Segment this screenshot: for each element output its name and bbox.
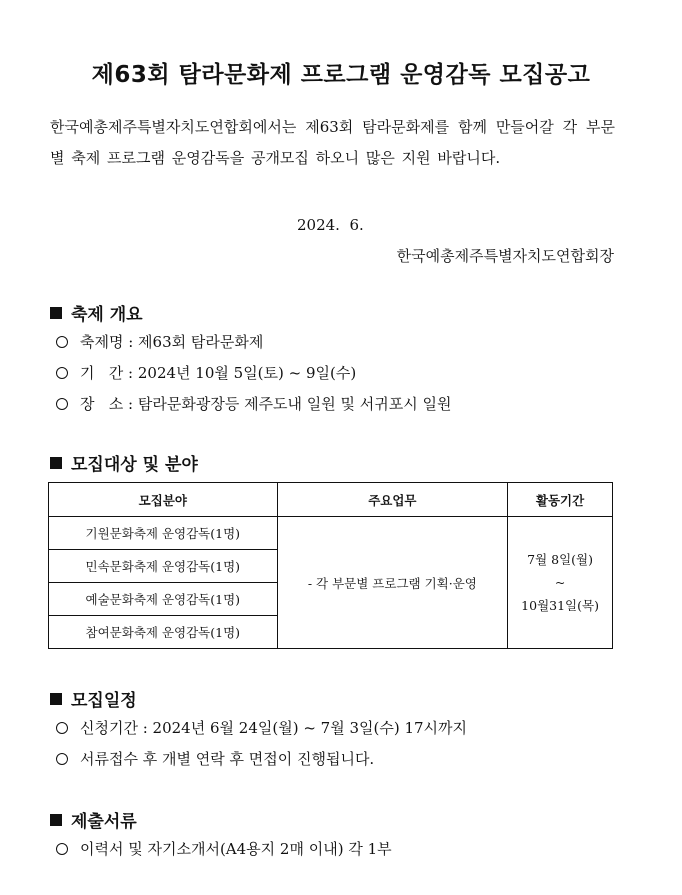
list-item: [56, 838, 392, 859]
section-heading-overview: [50, 300, 143, 325]
list-item: [56, 748, 374, 769]
circle-bullet-icon: [56, 753, 68, 765]
section-heading-text: 축제 개요: [71, 305, 143, 325]
table-header-field: 모집분야: [49, 483, 278, 517]
recruit-table: [48, 482, 613, 649]
list-item: [56, 393, 452, 414]
list-item: [56, 717, 467, 738]
circle-bullet-icon: [56, 367, 68, 379]
list-item: [56, 362, 356, 383]
period-tilde: ~: [554, 575, 566, 590]
section-heading-text: 제출서류: [71, 812, 137, 832]
announcement-date: 2024. 6.: [297, 216, 364, 234]
square-bullet-icon: [50, 307, 62, 319]
list-item-text: 신청기간 : 2024년 6월 24일(월) ~ 7월 3일(수) 17시까지: [80, 719, 468, 737]
page-title: 제63회 탐라문화제 프로그램 운영감독 모집공고: [91, 62, 591, 88]
circle-bullet-icon: [56, 843, 68, 855]
table-cell-field: 기원문화축제 운영감독(1명): [49, 517, 278, 550]
table-row: [49, 517, 613, 550]
list-item-text: 장 소 : 탐라문화광장등 제주도내 일원 및 서귀포시 일원: [80, 395, 452, 413]
intro-paragraph: 한국예총제주특별자치도연합회에서는 제63회 탐라문화제를 함께 만들어갈 각 부문별 축제 프로그램 운영감독을 공개모집 하오니 많은 지원 바랍니다.: [50, 118, 615, 167]
list-item-text: 기 간 : 2024년 10월 5일(토) ~ 9일(수): [80, 364, 357, 382]
list-item-text: 이력서 및 자기소개서(A4용지 2매 이내) 각 1부: [80, 840, 392, 858]
square-bullet-icon: [50, 693, 62, 705]
table-header-row: [49, 483, 613, 517]
section-heading-schedule: [50, 686, 137, 711]
square-bullet-icon: [50, 457, 62, 469]
table-header-period: 활동기간: [508, 483, 613, 517]
section-heading-documents: [50, 807, 137, 832]
circle-bullet-icon: [56, 336, 68, 348]
table-cell-field: 참여문화축제 운영감독(1명): [49, 616, 278, 649]
square-bullet-icon: [50, 814, 62, 826]
period-start: 7월 8일(월): [527, 552, 593, 567]
circle-bullet-icon: [56, 398, 68, 410]
section-heading-text: 모집일정: [71, 691, 137, 711]
list-item-text: 서류접수 후 개별 연락 후 면접이 진행됩니다.: [80, 750, 375, 768]
table-cell-field: 민속문화축제 운영감독(1명): [49, 550, 278, 583]
table-cell-period: [508, 517, 613, 649]
list-item: [56, 331, 263, 352]
table-header-duty: 주요업무: [277, 483, 508, 517]
list-item-text: 축제명 : 제63회 탐라문화제: [80, 333, 264, 351]
circle-bullet-icon: [56, 722, 68, 734]
table-cell-field: 예술문화축제 운영감독(1명): [49, 583, 278, 616]
table-cell-duty: - 각 부문별 프로그램 기획·운영: [277, 517, 508, 649]
organization-signature: 한국예총제주특별자치도연합회장: [396, 247, 614, 265]
section-heading-text: 모집대상 및 분야: [71, 455, 198, 475]
period-end: 10월31일(목): [521, 598, 599, 613]
section-heading-recruit: [50, 450, 198, 475]
